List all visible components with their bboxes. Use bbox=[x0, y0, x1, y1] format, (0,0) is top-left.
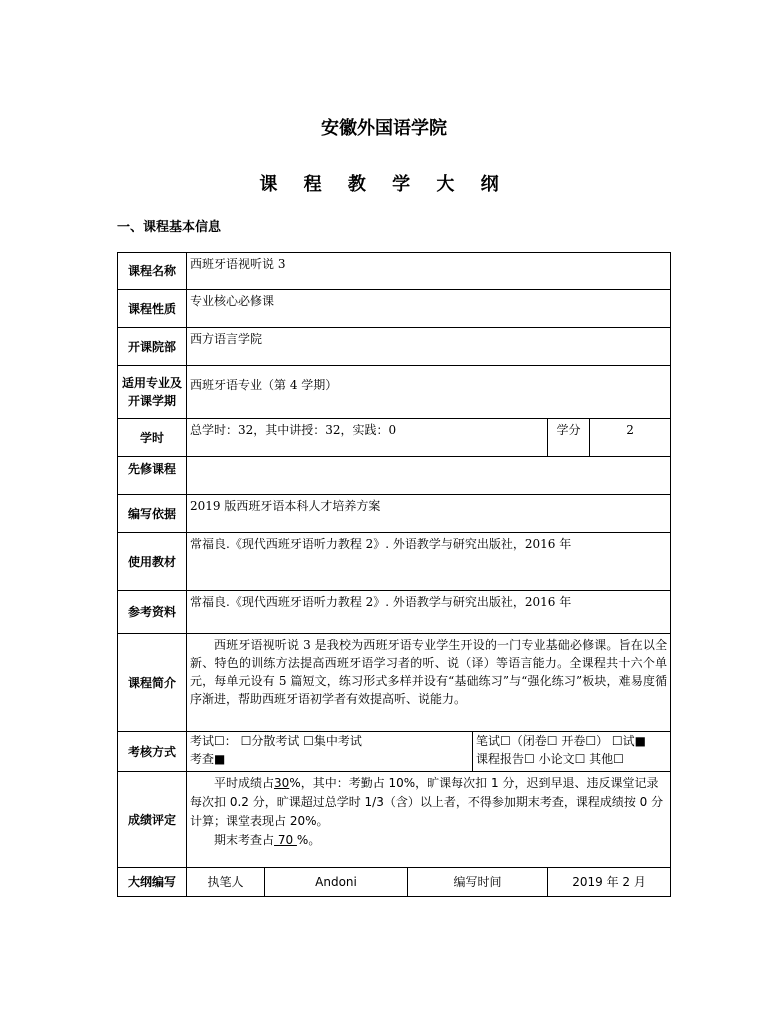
value-textbook: 常福良.《现代西班牙语听力教程 2》. 外语教学与研究出版社，2016 年 bbox=[187, 533, 671, 591]
label-major: 适用专业及开课学期 bbox=[118, 366, 187, 419]
grading-final-prefix: 期末考查占 bbox=[214, 833, 275, 847]
row-course-name bbox=[118, 253, 671, 290]
row-textbook bbox=[118, 533, 671, 591]
label-textbook: 使用教材 bbox=[118, 533, 187, 591]
value-department: 西方语言学院 bbox=[187, 328, 671, 366]
assessment-other-options: 课程报告☐ 小论文☐ 其他☐ bbox=[476, 752, 624, 766]
school-name: 安徽外国语学院 bbox=[321, 118, 447, 139]
row-hours bbox=[118, 419, 671, 457]
value-assessment-exam bbox=[187, 732, 473, 772]
label-basis: 编写依据 bbox=[118, 495, 187, 533]
row-footer bbox=[118, 868, 671, 897]
row-assessment bbox=[118, 732, 671, 772]
assessment-check-option: 考查■ bbox=[190, 752, 226, 766]
label-course-type: 课程性质 bbox=[118, 290, 187, 328]
grading-usual-detail: %，其中：考勤占 10%，旷课每次扣 1 分，迟到早退、违反课堂记录每次扣 0.2 分，旷课超过总学时 1/3（含）以上者，不得参加期末考查，课程成绩按 0 分计算；课堂表现占 20%。 bbox=[190, 776, 664, 828]
assessment-written-options: 笔试☐（闭卷☐ 开卷☐） ☐试■ bbox=[476, 734, 646, 748]
row-basis bbox=[118, 495, 671, 533]
label-assessment: 考核方式 bbox=[118, 732, 187, 772]
assessment-exam-options: 考试☐： ☐分散考试 ☐集中考试 bbox=[190, 734, 362, 748]
label-prerequisite: 先修课程 bbox=[118, 457, 187, 495]
row-course-type bbox=[118, 290, 671, 328]
value-basis: 2019 版西班牙语本科人才培养方案 bbox=[187, 495, 671, 533]
row-intro bbox=[118, 634, 671, 732]
label-grading: 成绩评定 bbox=[118, 772, 187, 868]
value-author: Andoni bbox=[265, 868, 408, 897]
row-grading bbox=[118, 772, 671, 868]
label-course-name: 课程名称 bbox=[118, 253, 187, 290]
value-credit: 2 bbox=[590, 419, 671, 457]
label-department: 开课院部 bbox=[118, 328, 187, 366]
label-date: 编写时间 bbox=[408, 868, 548, 897]
value-grading bbox=[187, 772, 671, 868]
grading-usual-paragraph bbox=[190, 774, 667, 831]
value-date: 2019 年 2 月 bbox=[548, 868, 671, 897]
row-department bbox=[118, 328, 671, 366]
row-prerequisite bbox=[118, 457, 671, 495]
row-reference bbox=[118, 591, 671, 634]
grading-usual-percent: 30 bbox=[274, 776, 290, 790]
label-credit: 学分 bbox=[548, 419, 590, 457]
value-course-name: 西班牙语视听说 3 bbox=[187, 253, 671, 290]
value-course-type: 专业核心必修课 bbox=[187, 290, 671, 328]
value-intro: 西班牙语视听说 3 是我校为西班牙语专业学生开设的一门专业基础必修课。旨在以全新、特色的训练方法提高西班牙语学习者的听、说（译）等语言能力。全课程共十六个单元，每单元设有 5 篇短文，练习形式多样并设有“基础练习”与“强化练习”板块，难易度循序渐进，帮助西班牙语初学者有效提高听、说能力。 bbox=[187, 634, 671, 732]
label-author: 执笔人 bbox=[187, 868, 265, 897]
value-reference: 常福良.《现代西班牙语听力教程 2》. 外语教学与研究出版社，2016 年 bbox=[187, 591, 671, 634]
grading-final-percent: 70 bbox=[274, 833, 297, 847]
value-hours: 总学时：32，其中讲授：32，实践：0 bbox=[187, 419, 548, 457]
value-prerequisite bbox=[187, 457, 671, 495]
grading-final-paragraph bbox=[190, 831, 667, 850]
course-info-table bbox=[117, 252, 671, 897]
section-heading: 一、课程基本信息 bbox=[117, 220, 222, 235]
label-reference: 参考资料 bbox=[118, 591, 187, 634]
label-hours: 学时 bbox=[118, 419, 187, 457]
value-assessment-format bbox=[473, 732, 671, 772]
row-major bbox=[118, 366, 671, 419]
grading-final-suffix: %。 bbox=[296, 833, 321, 847]
label-author-section: 大纲编写 bbox=[118, 868, 187, 897]
label-intro: 课程简介 bbox=[118, 634, 187, 732]
value-major: 西班牙语专业（第 4 学期） bbox=[187, 366, 671, 419]
grading-usual-prefix: 平时成绩占 bbox=[214, 776, 275, 790]
document-title: 课 程 教 学 大 纲 bbox=[259, 174, 509, 195]
